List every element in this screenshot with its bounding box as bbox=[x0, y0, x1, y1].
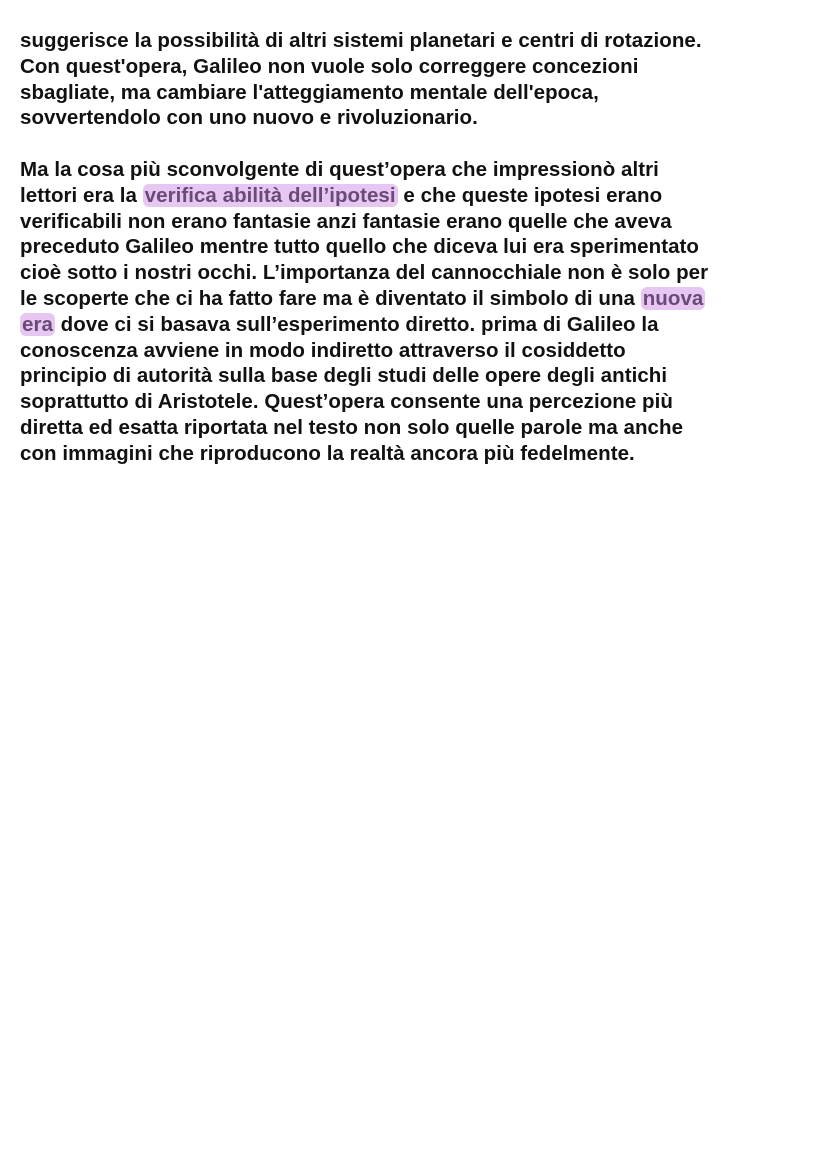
text-line bbox=[20, 312, 810, 338]
text-line bbox=[20, 286, 810, 312]
paragraph-2 bbox=[20, 157, 810, 467]
text-line: principio di autorità sulla base degli studi delle opere degli antichi bbox=[20, 364, 668, 388]
text-segment: dove ci si basava sull’esperimento diretto. prima di Galileo la bbox=[54, 312, 659, 336]
highlighted-text: nuova bbox=[642, 286, 704, 310]
text-line bbox=[20, 183, 810, 209]
highlighted-text: verifica abilità dell’ipotesi bbox=[144, 183, 396, 207]
text-line: soprattutto di Aristotele. Quest’opera consente una percezione più bbox=[20, 390, 673, 414]
text-segment: le scoperte che ci ha fatto fare ma è diventato il simbolo di una bbox=[20, 286, 641, 310]
text-line: sovvertendolo con uno nuovo e rivoluzionario. bbox=[20, 106, 478, 130]
text-line: verificabili non erano fantasie anzi fantasie erano quelle che aveva bbox=[20, 209, 672, 233]
text-line: suggerisce la possibilità di altri sistemi planetari e centri di rotazione. bbox=[20, 29, 702, 52]
text-line: cioè sotto i nostri occhi. L’importanza del cannocchiale non è solo per bbox=[20, 261, 709, 285]
highlighted-text: era bbox=[22, 312, 53, 336]
text-segment: lettori era la bbox=[20, 183, 143, 207]
text-line: Ma la cosa più sconvolgente di quest’opera che impressionò altri bbox=[20, 157, 659, 181]
text-segment: e che queste ipotesi erano bbox=[397, 183, 663, 207]
text-line: Con quest'opera, Galileo non vuole solo correggere concezioni bbox=[20, 54, 639, 78]
text-line: sbagliate, ma cambiare l'atteggiamento mentale dell'epoca, bbox=[20, 80, 599, 104]
text-line: diretta ed esatta riportata nel testo non solo quelle parole ma anche bbox=[20, 415, 684, 439]
document-page bbox=[20, 28, 810, 467]
text-line: con immagini che riproducono la realtà ancora più fedelmente. bbox=[20, 441, 635, 465]
text-line: conoscenza avviene in modo indiretto attraverso il cosiddetto bbox=[20, 338, 626, 362]
paragraph-1 bbox=[20, 28, 810, 131]
text-line: preceduto Galileo mentre tutto quello che diceva lui era sperimentato bbox=[20, 235, 699, 259]
